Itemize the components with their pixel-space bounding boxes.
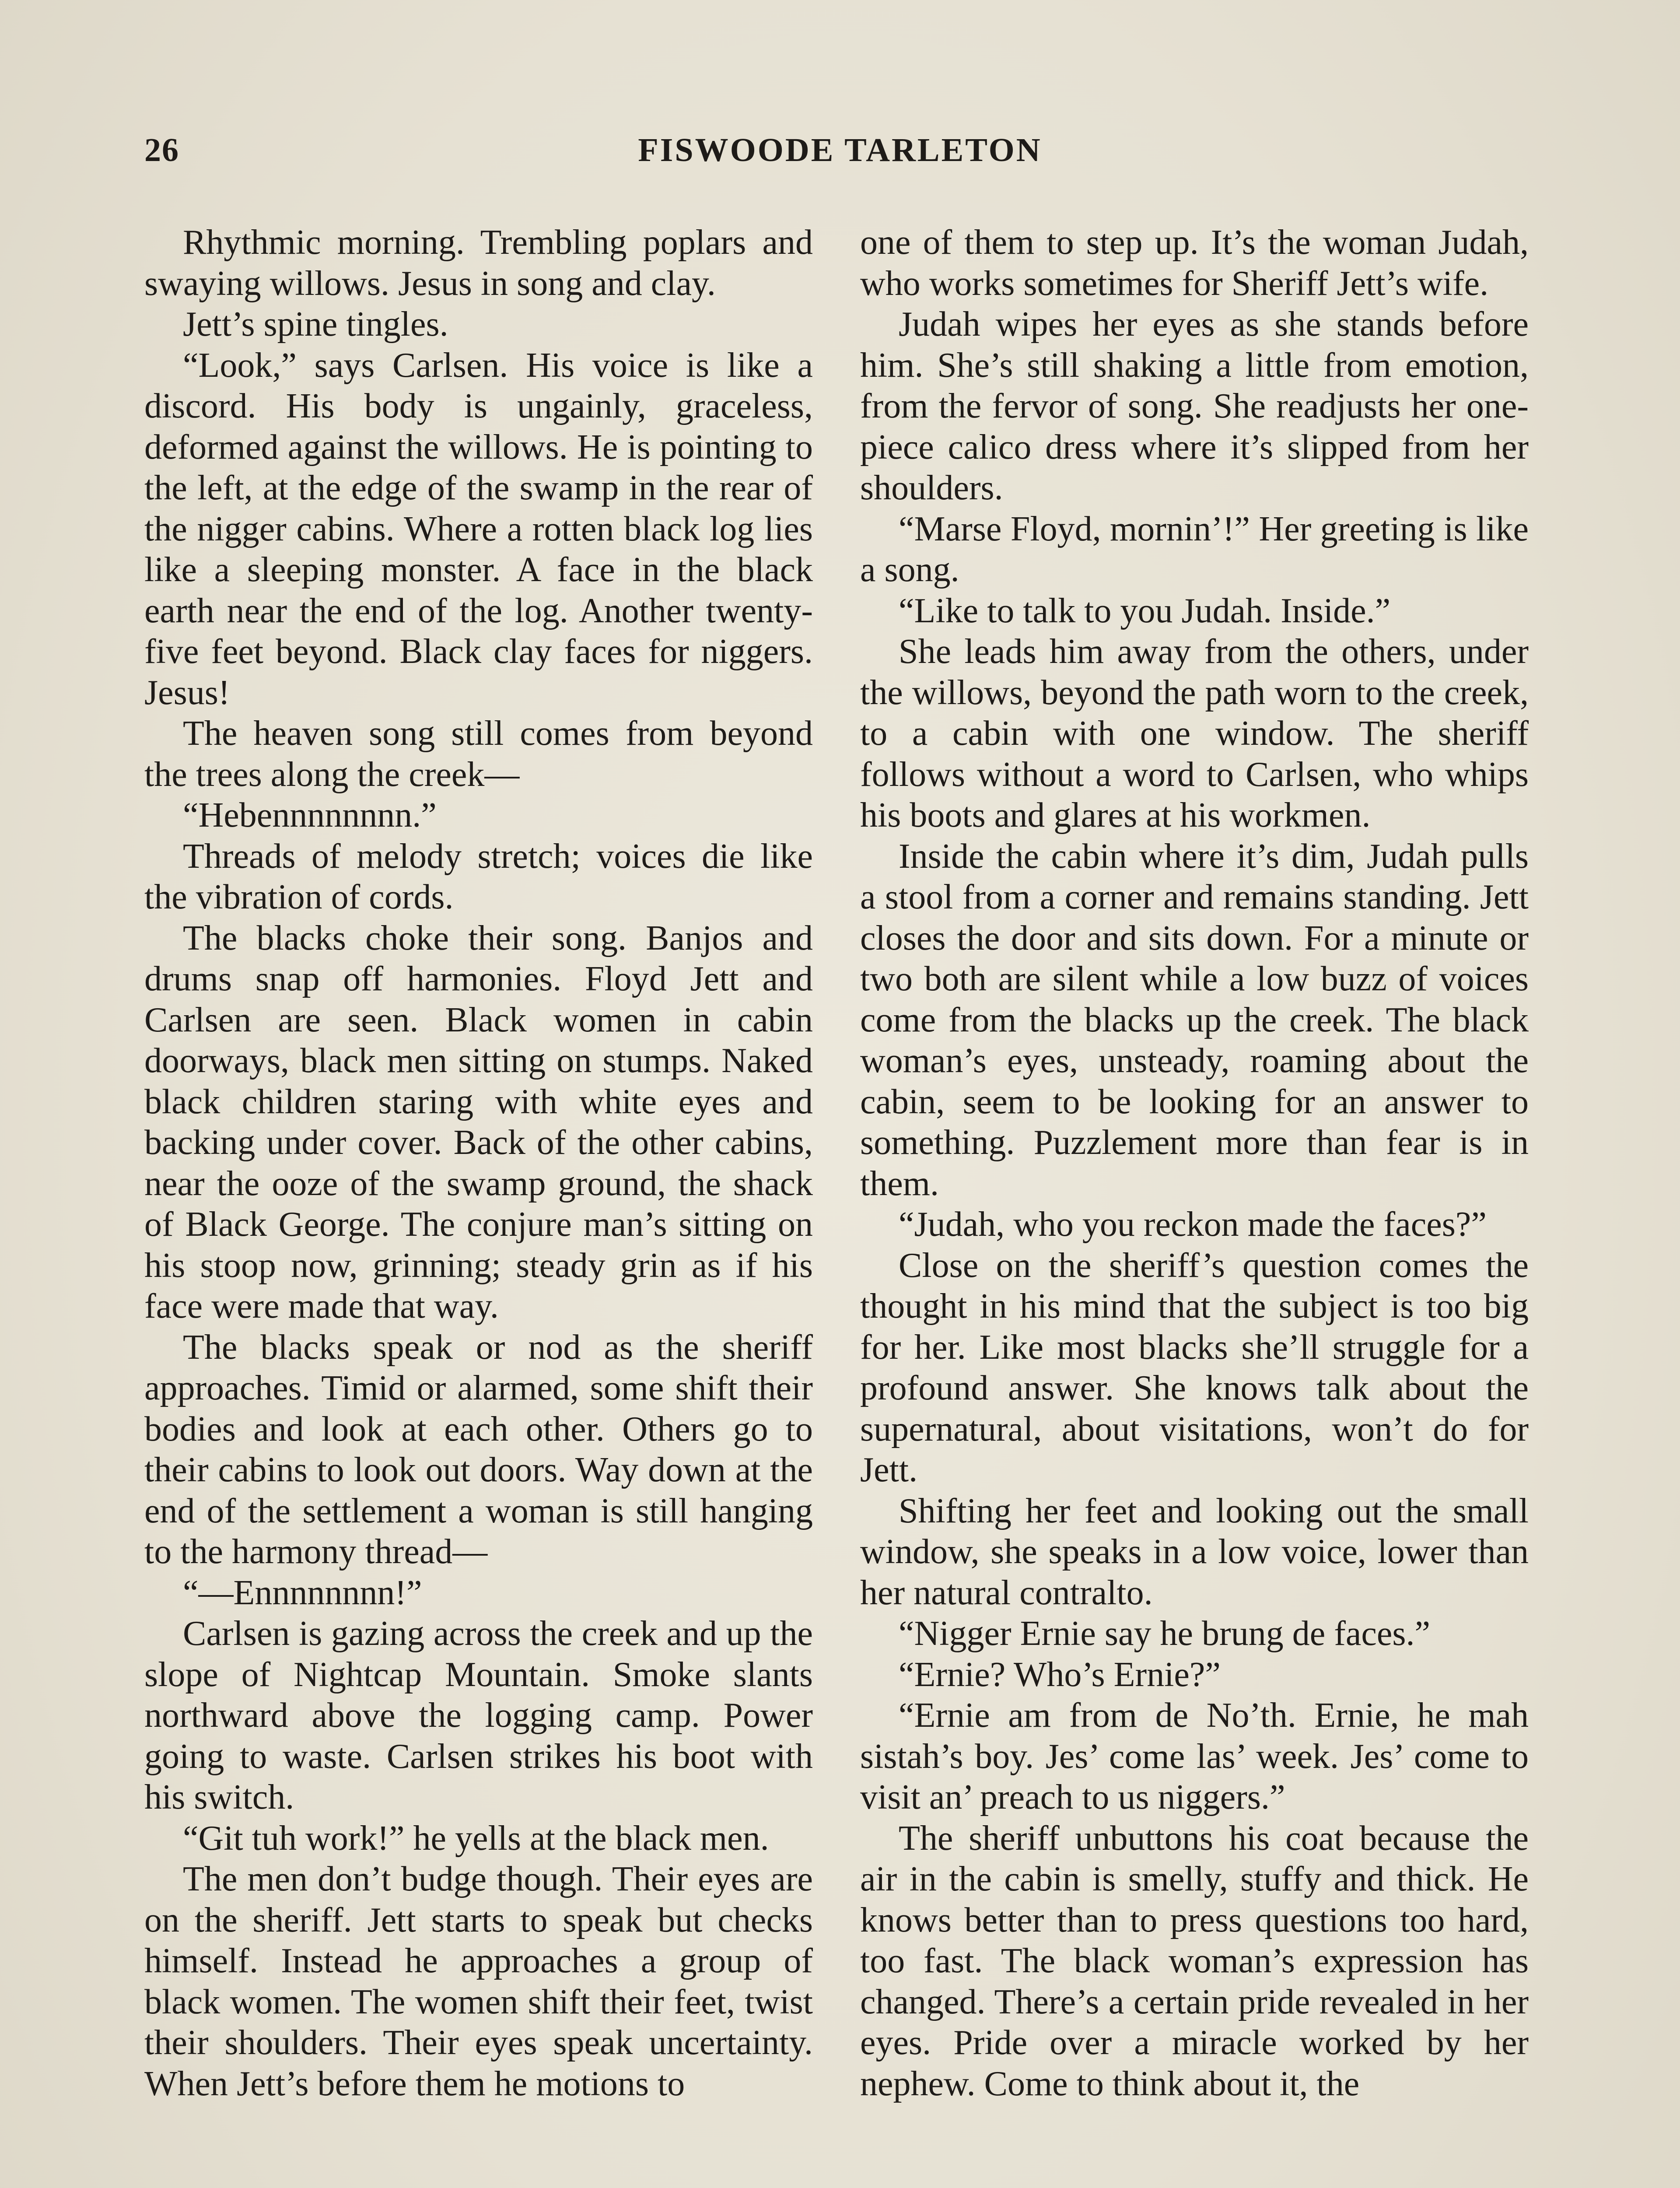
paragraph: “Look,” says Carlsen. His voice is like a discord. His body is ungainly, graceless, deformed against the willows. He is pointing to the left, at the edge of the swamp in the rear of the nigger cabins. Where a rotten black log lies like a sleeping monster. A face in the black earth near the end of the log. Another twenty-five feet beyond. Black clay faces for niggers. Jesus! [144, 346, 813, 712]
paragraph: She leads him away from the others, under the willows, beyond the path worn to the creek, to a cabin with one window. The sheriff follows without a word to Carlsen, who whips his boots and glares at his workmen. [860, 632, 1529, 835]
paragraph: The sheriff unbuttons his coat because the air in the cabin is smelly, stuffy and thick. He knows better than to press questions too hard, too fast. The black woman’s expression has changed. There’s a certain pride revealed in her eyes. Pride over a miracle worked by her nephew. Come to think about it, the [860, 1819, 1529, 2103]
running-title: FISWOODE TARLETON [638, 132, 1042, 168]
paragraph: “Judah, who you reckon made the faces?” [899, 1205, 1487, 1244]
paragraph: The heaven song still comes from beyond the trees along the creek— [144, 714, 813, 794]
paragraph: Carlsen is gazing across the creek and up the slope of Nightcap Mountain. Smoke slants northward above the logging camp. Power going to waste. Carlsen strikes his boot with his switch. [144, 1614, 813, 1816]
paragraph: The blacks choke their song. Banjos and drums snap off harmonies. Floyd Jett and Carlsen are seen. Black women in cabin doorways, black men sitting on stumps. Naked black children staring with white eyes and backing under cover. Back of the other cabins, near the ooze of the swamp ground, the shack of Black George. The conjure man’s sitting on his stoop now, grinning; steady grin as if his face were made that way. [144, 919, 813, 1325]
right-text-column [860, 222, 1529, 2104]
paragraph: “Marse Floyd, mornin’!” Her greeting is like a song. [860, 509, 1529, 589]
left-text-column [144, 222, 813, 2104]
paragraph: “Ernie am from de No’th. Ernie, he mah sistah’s boy. Jes’ come las’ week. Jes’ come to visit an’ preach to us niggers.” [860, 1696, 1529, 1816]
paragraph: Close on the sheriff’s question comes the thought in his mind that the subject is too big for her. Like most blacks she’ll struggle for a profound answer. She knows talk about the supernatural, about visitations, won’t do for Jett. [860, 1246, 1529, 1489]
paragraph: “Git tuh work!” he yells at the black men. [183, 1819, 769, 1858]
paragraph: Shifting her feet and looking out the small window, she speaks in a low voice, lower than her natural contralto. [860, 1491, 1529, 1612]
paragraph: “Like to talk to you Judah. Inside.” [899, 591, 1391, 630]
paragraph: The men don’t budge though. Their eyes are on the sheriff. Jett starts to speak but checks himself. Instead he approaches a group of black women. The women shift their feet, twist their shoulders. Their eyes speak uncertainty. When Jett’s before them he motions to [144, 1860, 813, 2103]
paragraph: one of them to step up. It’s the woman Judah, who works sometimes for Sheriff Jett’s wife. [860, 223, 1529, 303]
paragraph: “—Ennnnnnnn!” [183, 1573, 422, 1612]
paragraph: Jett’s spine tingles. [183, 305, 448, 344]
page-number: 26 [144, 132, 179, 168]
paragraph: “Hebennnnnnnn.” [183, 796, 437, 835]
paragraph: Inside the cabin where it’s dim, Judah pulls a stool from a corner and remains standing. Jett closes the door and sits down. For a minute or two both are silent while a low buzz of voices come from the blacks up the creek. The black woman’s eyes, unsteady, roaming about the cabin, seem to be looking for an answer to something. Puzzlement more than fear is in them. [860, 837, 1529, 1203]
paragraph: The blacks speak or nod as the sheriff approaches. Timid or alarmed, some shift their bodies and look at each other. Others go to their cabins to look out doors. Way down at the end of the settlement a woman is still hanging to the harmony thread— [144, 1328, 813, 1571]
page-header [144, 131, 1536, 175]
paragraph: Threads of melody stretch; voices die like the vibration of cords. [144, 837, 813, 916]
paragraph: Judah wipes her eyes as she stands before him. She’s still shaking a little from emotion, from the fervor of song. She readjusts her one-piece calico dress where it’s slipped from her shoulders. [860, 305, 1529, 507]
paragraph: Rhythmic morning. Trembling poplars and swaying willows. Jesus in song and clay. [144, 223, 813, 303]
paragraph: “Nigger Ernie say he brung de faces.” [899, 1614, 1430, 1653]
paragraph: “Ernie? Who’s Ernie?” [899, 1655, 1221, 1694]
